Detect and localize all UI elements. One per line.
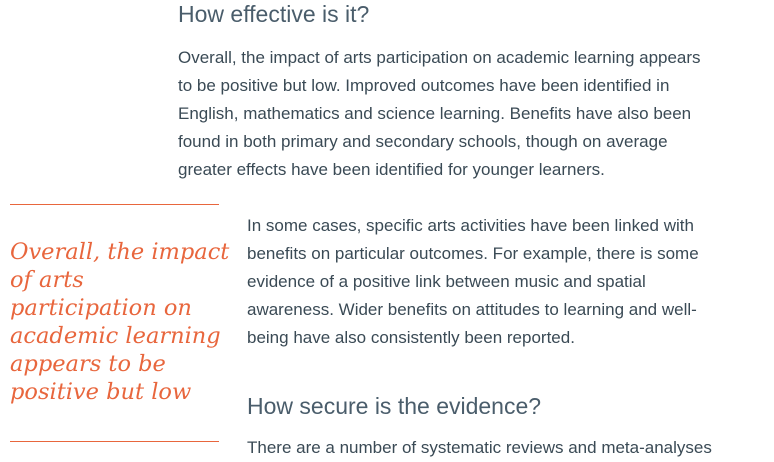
specific-benefits-paragraph — [247, 212, 699, 352]
paragraph-line: Overall, the impact of arts participation on academic learning appears — [178, 48, 701, 67]
section-heading-effectiveness: How effective is it? — [178, 1, 370, 27]
paragraph-line: found in both primary and secondary schools, though on average — [178, 132, 668, 151]
pullquote-bottom-rule — [10, 441, 219, 442]
pullquote — [10, 238, 229, 406]
paragraph-line: In some cases, specific arts activities have been linked with — [247, 216, 694, 235]
effectiveness-paragraph — [178, 44, 701, 184]
paragraph-line: being have also consistently been reported. — [247, 328, 575, 347]
paragraph-line: benefits on particular outcomes. For example, there is some — [247, 244, 699, 263]
evidence-paragraph — [247, 434, 712, 462]
paragraph-line: greater effects have been identified for younger learners. — [178, 160, 605, 179]
pullquote-line: appears to be — [10, 351, 166, 377]
pullquote-line: participation on — [10, 295, 192, 321]
section-heading-evidence: How secure is the evidence? — [247, 393, 542, 419]
pullquote-line: academic learning — [10, 323, 221, 349]
pullquote-line: Overall, the impact — [10, 239, 230, 265]
paragraph-line: English, mathematics and science learning. Benefits have also been — [178, 104, 692, 123]
pullquote-top-rule — [10, 204, 219, 205]
paragraph-line: evidence of a positive link between music and spatial — [247, 272, 646, 291]
paragraph-line: awareness. Wider benefits on attitudes to learning and well- — [247, 300, 697, 319]
paragraph-line: There are a number of systematic reviews and meta-analyses — [247, 438, 712, 457]
pullquote-line: positive but low — [10, 379, 192, 405]
paragraph-line: to be positive but low. Improved outcomes have been identified in — [178, 76, 670, 95]
pullquote-line: of arts — [10, 267, 84, 293]
